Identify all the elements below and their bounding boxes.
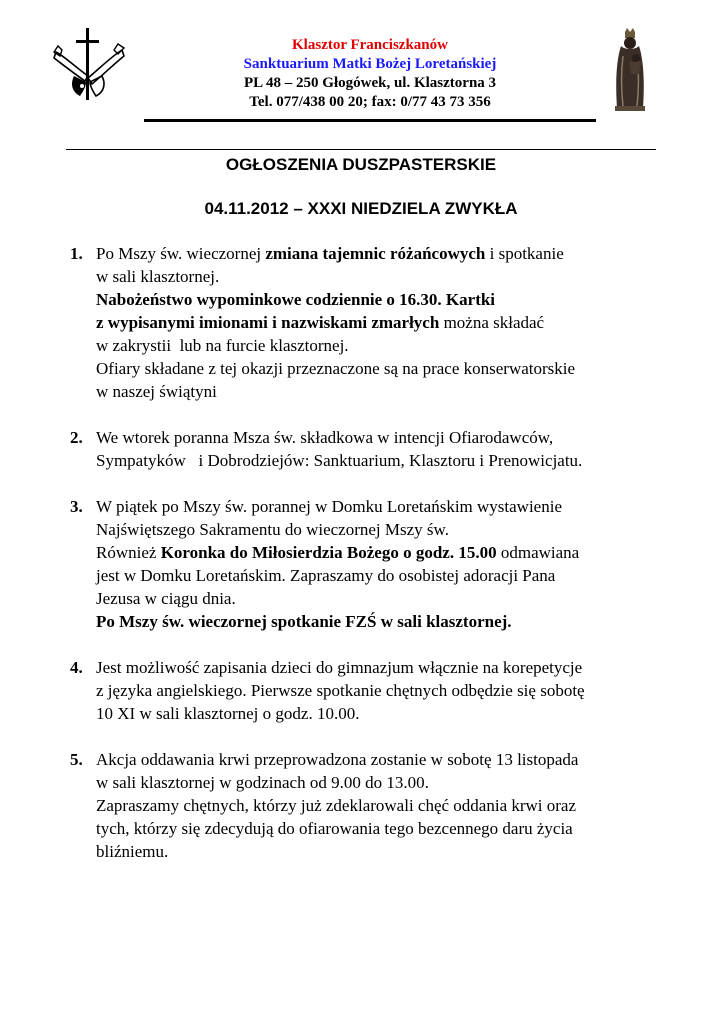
franciscan-cross-arms-icon <box>52 26 126 106</box>
page-title: OGŁOSZENIA DUSZPASTERSKIE <box>225 155 497 174</box>
item-line <box>96 840 670 863</box>
item-line <box>96 817 670 840</box>
text: jest w Domku Loretańskim. Zapraszamy do osobistej adoracji Pana <box>96 566 556 585</box>
item-line <box>96 656 670 679</box>
item-line <box>96 748 670 771</box>
header-divider <box>144 119 596 122</box>
item-number: 1. <box>70 244 83 263</box>
item-line <box>96 265 670 288</box>
text: We wtorek poranna Msza św. składkowa w intencji Ofiarodawców, <box>96 428 554 447</box>
bold-text: Nabożeństwo wypominkowe codziennie o 16.30. Kartki <box>96 290 496 309</box>
text: bliźniemu. <box>96 842 169 861</box>
text: Sympatyków i Dobrodziejów: Sanktuarium, Klasztoru i Prenowicjatu. <box>96 451 583 470</box>
item-line <box>96 334 670 357</box>
black-madonna-statue-icon <box>607 28 653 112</box>
sanctuary-name: Sanktuarium Matki Bożej Loretańskiej <box>243 56 497 72</box>
item-number: 4. <box>70 658 83 677</box>
text: Jest możliwość zapisania dzieci do gimnazjum włącznie na korepetycje <box>96 658 583 677</box>
item-line <box>96 242 670 265</box>
item-line <box>96 679 670 702</box>
announcement-item <box>70 495 670 633</box>
text: z języka angielskiego. Pierwsze spotkanie chętnych odbędzie się sobotę <box>96 681 585 700</box>
item-line <box>96 587 670 610</box>
text: Najświętszego Sakramentu do wieczornej Mszy św. <box>96 520 449 539</box>
bold-text: Koronka do Miłosierdzia Bożego o godz. 15.00 <box>160 543 497 562</box>
announcement-item <box>70 242 670 403</box>
text: można składać <box>439 313 545 332</box>
text: tych, którzy się zdecydują do ofiarowania tego bezcennego daru życia <box>96 819 573 838</box>
text: Zapraszamy chętnych, którzy już zdeklarowali chęć oddania krwi oraz <box>96 796 577 815</box>
item-line <box>96 357 670 380</box>
item-number: 5. <box>70 750 83 769</box>
text: w naszej świątyni <box>96 382 217 401</box>
item-line <box>96 610 670 633</box>
text: Jezusa w ciągu dnia. <box>96 589 236 608</box>
item-line <box>96 288 670 311</box>
text: Po Mszy św. wieczornej <box>96 244 266 263</box>
item-line <box>96 311 670 334</box>
text: Również <box>96 543 161 562</box>
item-line <box>96 771 670 794</box>
item-line <box>96 449 670 472</box>
item-line <box>96 426 670 449</box>
item-line <box>96 564 670 587</box>
item-line <box>96 541 670 564</box>
item-line <box>96 495 670 518</box>
page-subtitle: 04.11.2012 – XXXI NIEDZIELA ZWYKŁA <box>204 199 518 218</box>
text: w sali klasztornej w godzinach od 9.00 do 13.00. <box>96 773 429 792</box>
bold-text: z wypisanymi imionami i nazwiskami zmarłych <box>96 313 440 332</box>
text: odmawiana <box>496 543 580 562</box>
item-number: 2. <box>70 428 83 447</box>
text: W piątek po Mszy św. porannej w Domku Loretańskim wystawienie <box>96 497 562 516</box>
text: Ofiary składane z tej okazji przeznaczone są na prace konserwatorskie <box>96 359 576 378</box>
page-divider <box>66 149 656 150</box>
item-line <box>96 794 670 817</box>
item-line <box>96 518 670 541</box>
announcement-item <box>70 748 670 863</box>
item-line <box>96 380 670 403</box>
text: w sali klasztornej. <box>96 267 220 286</box>
bold-text: Po Mszy św. wieczornej spotkanie FZŚ w sali klasztornej. <box>96 612 512 631</box>
announcement-item <box>70 656 670 725</box>
text: i spotkanie <box>485 244 564 263</box>
phone-fax: Tel. 077/438 00 20; fax: 0/77 43 73 356 <box>249 94 491 110</box>
monastery-name: Klasztor Franciszkanów <box>292 37 448 53</box>
item-number: 3. <box>70 497 83 516</box>
item-line <box>96 702 670 725</box>
text: w zakrystii lub na furcie klasztornej. <box>96 336 349 355</box>
announcements-list <box>70 242 670 886</box>
address: PL 48 – 250 Głogówek, ul. Klasztorna 3 <box>243 75 497 91</box>
text: 10 XI w sali klasztornej o godz. 10.00. <box>96 704 360 723</box>
announcement-item <box>70 426 670 472</box>
letterhead <box>140 36 600 112</box>
text: Akcja oddawania krwi przeprowadzona zostanie w sobotę 13 listopada <box>96 750 579 769</box>
bold-text: zmiana tajemnic różańcowych <box>265 244 486 263</box>
